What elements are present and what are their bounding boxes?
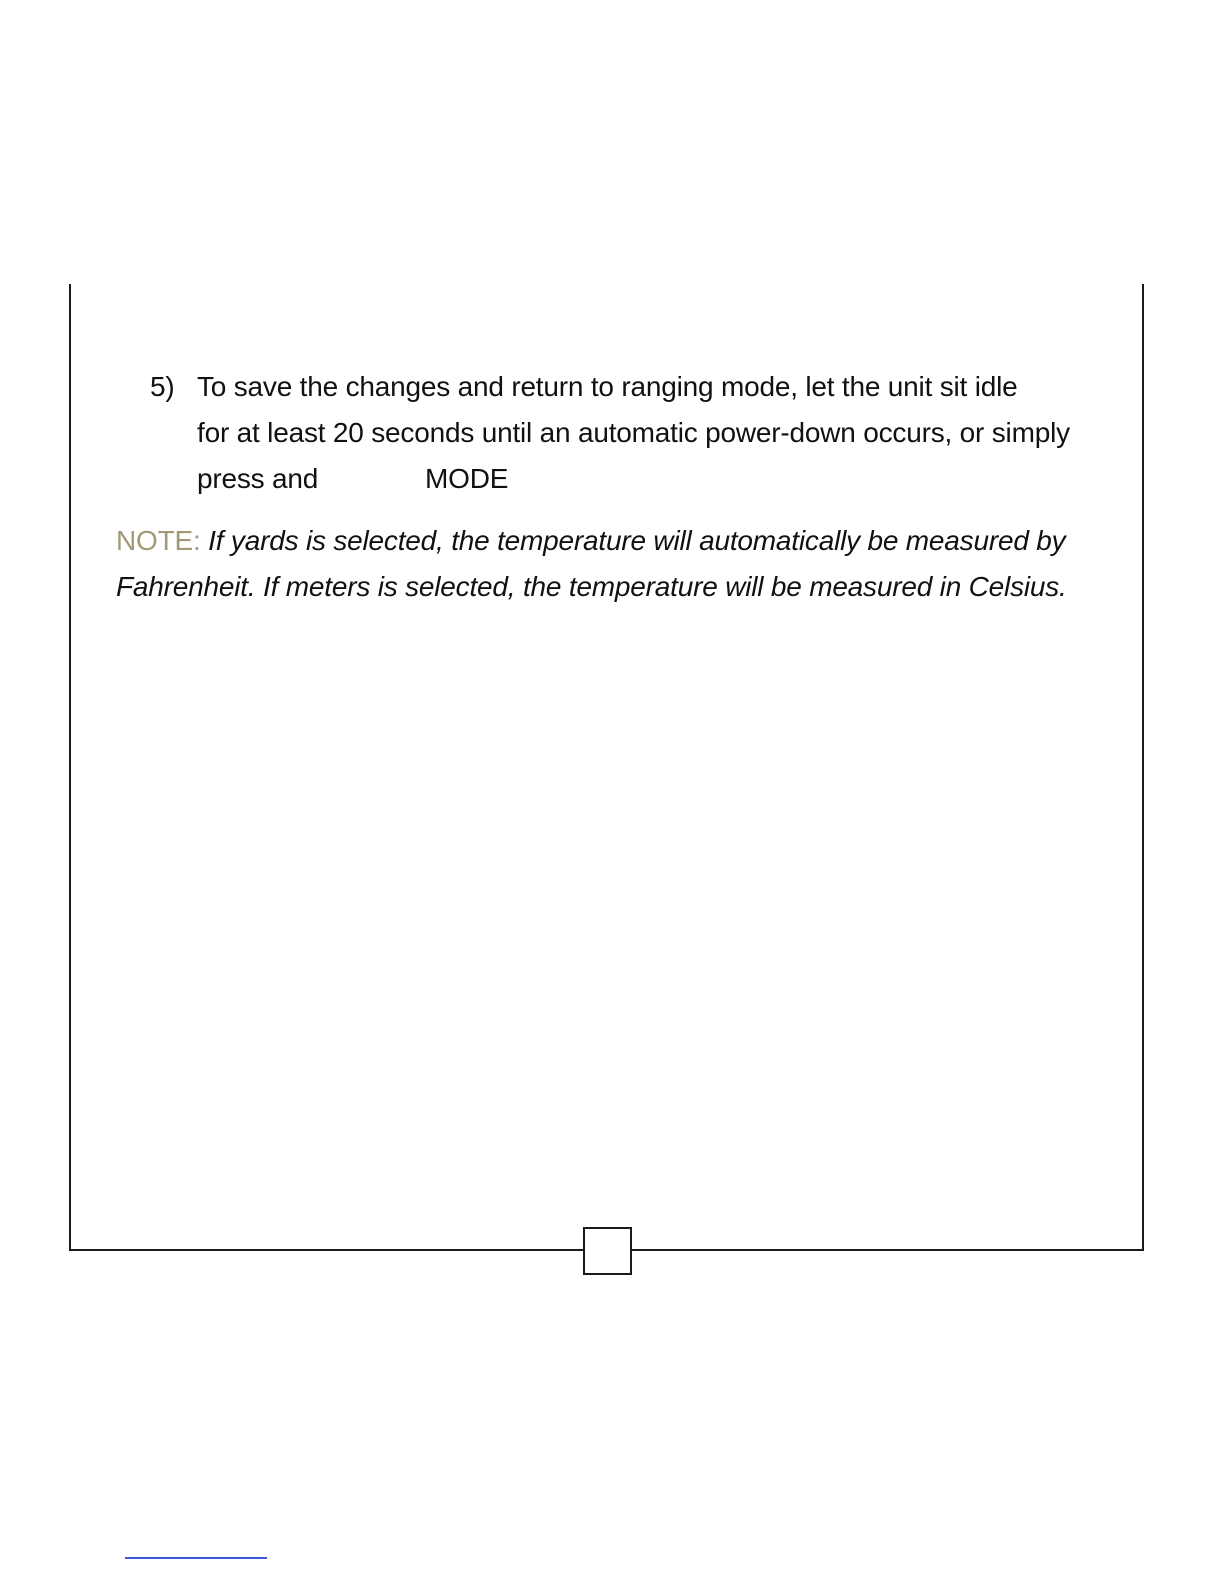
link-underline xyxy=(125,1557,267,1559)
step-text-line-2: for at least 20 seconds until an automatic power-down occurs, or simply xyxy=(197,417,1070,448)
note-line-1 xyxy=(116,518,1126,564)
step-text-line-3: press and xyxy=(197,463,319,494)
step-number: 5) xyxy=(150,371,175,402)
note-label: NOTE: xyxy=(116,525,201,556)
page-number-box xyxy=(583,1227,632,1275)
note-paragraph xyxy=(116,518,1126,610)
note-text-line-1: If yards is selected, the temperature will automatically be measured by xyxy=(208,525,1066,556)
page-frame-right-border xyxy=(1142,284,1144,1251)
mode-key-label: MODE xyxy=(425,463,509,494)
note-text-line-2: Fahrenheit. If meters is selected, the temperature will be measured in Celsius. xyxy=(116,571,1067,602)
page-frame-left-border xyxy=(69,284,71,1251)
step-text-line-1: To save the changes and return to ranging mode, let the unit sit idle xyxy=(197,371,1018,402)
page-frame-bottom-border-left xyxy=(69,1249,584,1251)
page-frame-bottom-border-right xyxy=(630,1249,1144,1251)
